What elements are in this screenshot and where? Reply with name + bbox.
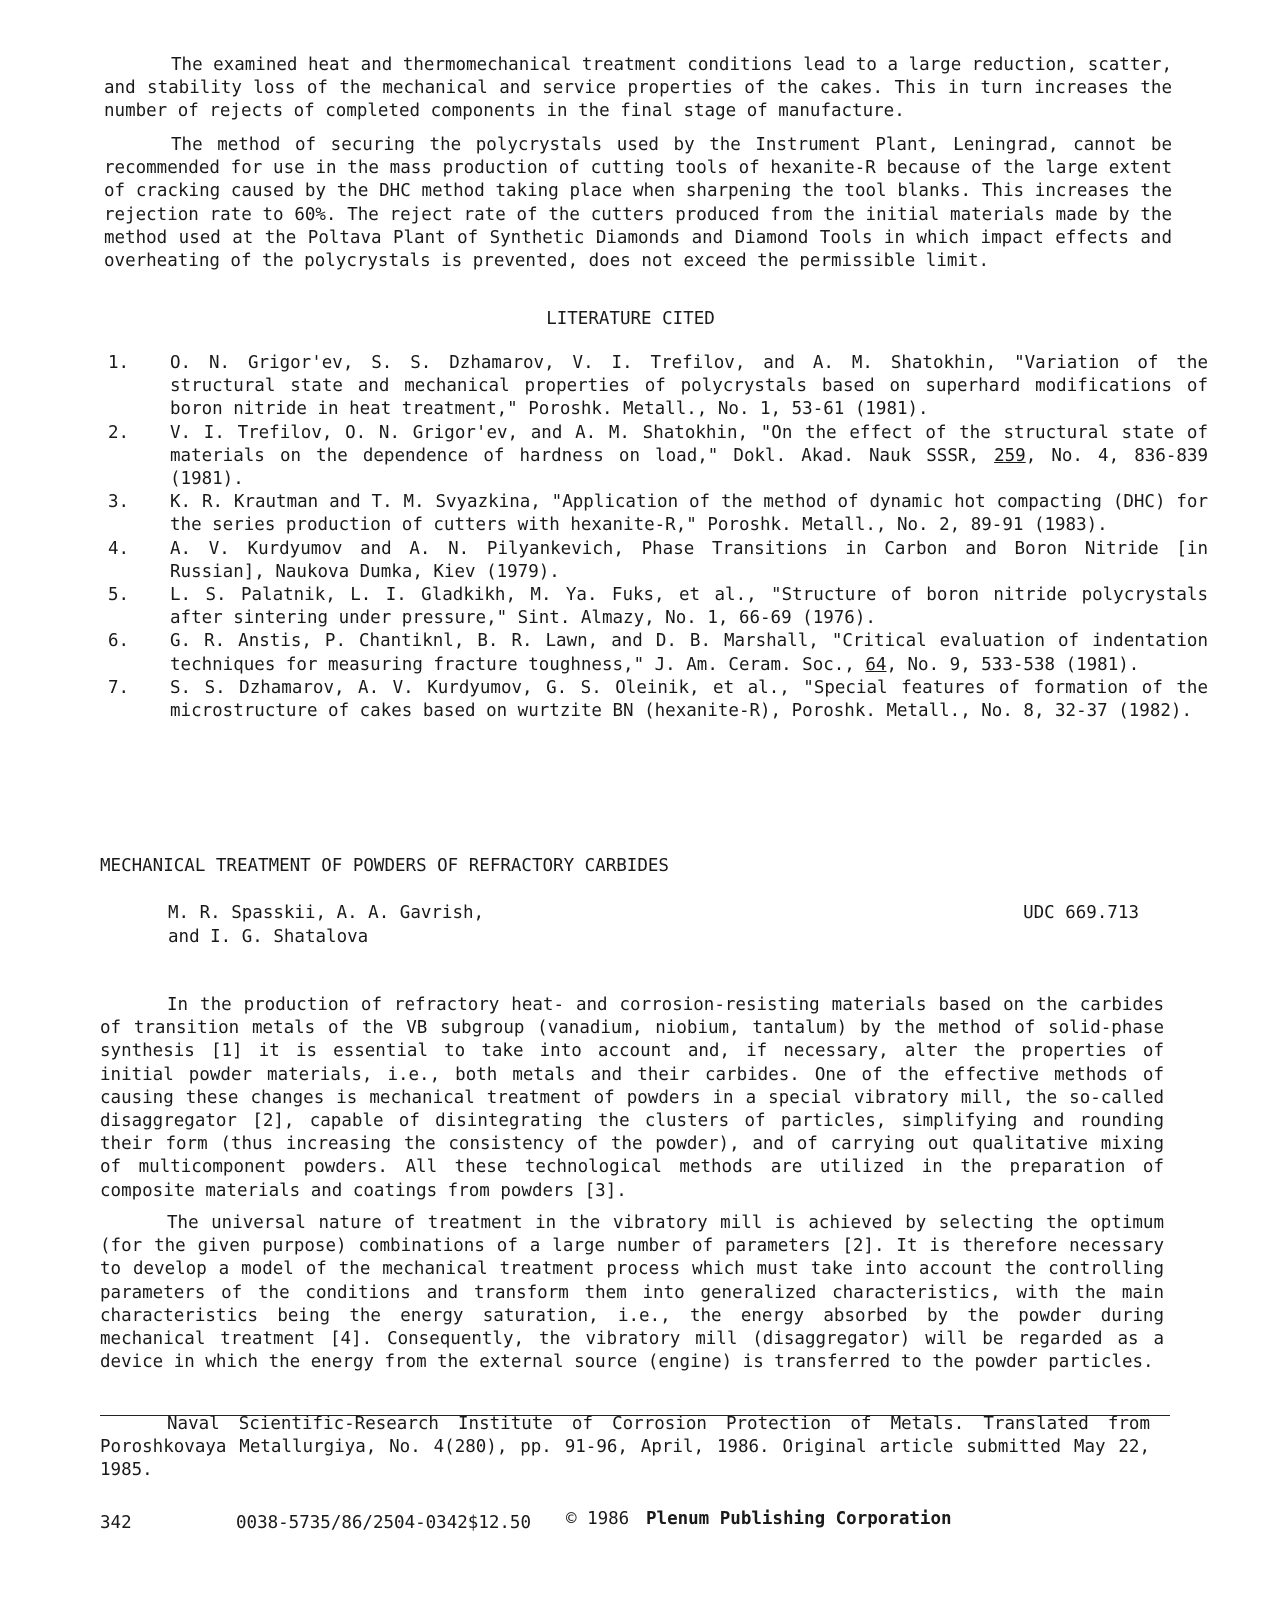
reference-number: 7. xyxy=(108,677,130,698)
publisher: Plenum Publishing Corporation xyxy=(646,1509,952,1529)
reference-volume: 259 xyxy=(994,445,1026,466)
reference-text: G. R. Anstis, P. Chantiknl, B. R. Lawn, and D. B. Marshall, "Critical evaluation of indentation techniques for measuring fracture toughness," J. Am. Ceram. Soc., 64, No. 9, 533-538 (1981). xyxy=(170,631,1208,675)
authors-line-2: and I. G. Shatalova xyxy=(168,927,369,947)
reference-number: 2. xyxy=(108,422,130,443)
reference-item xyxy=(108,352,1208,422)
page-number: 342 xyxy=(100,1513,132,1533)
reference-number: 6. xyxy=(108,631,130,652)
reference-item xyxy=(108,630,1208,676)
reference-number: 4. xyxy=(108,538,130,559)
article-paragraph-1: In the production of refractory heat- and corrosion-resisting materials based on the carbides of transition metals of the VB subgroup (vanadium, niobium, tantalum) by the method of solid-phase synthesis [1] it is essential to take into account and, if necessary, alter the properties of initial powder materials, i.e., both metals and their carbides. One of the effective methods of causing these changes is mechanical treatment of powders in a special vibratory mill, the so-called disaggregator [2], capable of disintegrating the clusters of particles, simplifying and rounding their form (thus increasing the consistency of the powder), and of carrying out qualitative mixing of multicomponent powders. All these technological methods are utilized in the preparation of composite materials and coatings from powders [3]. xyxy=(100,995,1164,1201)
reference-number: 5. xyxy=(108,585,130,606)
reference-text: V. I. Trefilov, O. N. Grigor'ev, and A. M. Shatokhin, "On the effect of the structural state of materials on the dependence of hardness on load," Dokl. Akad. Nauk SSSR, 259, No. 4, 836-839 (1981). xyxy=(170,422,1208,490)
literature-heading: LITERATURE CITED xyxy=(546,309,715,329)
reference-text: S. S. Dzhamarov, A. V. Kurdyumov, G. S. Oleinik, et al., "Special features of formation of the microstructure of cakes based on wurtzite BN (hexanite-R), Poroshk. Metall., No. 8, 32-37 (1982). xyxy=(170,677,1208,722)
reference-list xyxy=(108,352,1208,723)
reference-item xyxy=(108,538,1208,584)
journal-code: 0038-5735/86/2504-0342$12.50 xyxy=(236,1513,532,1533)
intro-paragraph-1: The examined heat and thermomechanical treatment conditions lead to a large reduction, scatter, and stability loss of the mechanical and service properties of the cakes. This in turn increases the number of rejects of completed components in the final stage of manufacture. xyxy=(104,55,1172,122)
reference-item xyxy=(108,584,1208,630)
intro-paragraph-2: The method of securing the polycrystals used by the Instrument Plant, Leningrad, cannot be recommended for use in the mass production of cutting tools of hexanite-R because of the large extent of cracking caused by the DHC method taking place when sharpening the tool blanks. This increases the rejection rate to 60%. The reject rate of the cutters produced from the initial materials made by the method used at the Poltava Plant of Synthetic Diamonds and Diamond Tools in which impact effects and overheating of the polycrystals is prevented, does not exceed the permissible limit. xyxy=(104,135,1172,272)
article-title: MECHANICAL TREATMENT OF POWDERS OF REFRACTORY CARBIDES xyxy=(100,856,669,876)
reference-item xyxy=(108,491,1208,537)
reference-number: 3. xyxy=(108,492,130,513)
reference-text: O. N. Grigor'ev, S. S. Dzhamarov, V. I. Trefilov, and A. M. Shatokhin, "Variation of the structural state and mechanical properties of polycrystals based on superhard modifications of boron nitride in heat treatment," Poroshk. Metall., No. 1, 53-61 (1981). xyxy=(170,353,1208,420)
copyright: © 1986 xyxy=(566,1509,630,1529)
reference-number: 1. xyxy=(108,353,130,373)
reference-item xyxy=(108,677,1208,723)
udc-code: UDC 669.713 xyxy=(1023,903,1139,923)
reference-text: K. R. Krautman and T. M. Svyazkina, "Application of the method of dynamic hot compacting (DHC) for the series production of cutters with hexanite-R," Poroshk. Metall., No. 2, 89-91 (1983). xyxy=(170,492,1208,536)
reference-item xyxy=(108,422,1208,492)
authors-line-1: M. R. Spasskii, A. A. Gavrish, xyxy=(168,903,485,923)
reference-text: L. S. Palatnik, L. I. Gladkikh, M. Ya. Fuks, et al., "Structure of boron nitride polycrystals after sintering under pressure," Sint. Almazy, No. 1, 66-69 (1976). xyxy=(170,585,1208,629)
article-paragraph-2: The universal nature of treatment in the vibratory mill is achieved by selecting the optimum (for the given purpose) combinations of a large number of parameters [2]. It is therefore necessary to develop a model of the mechanical treatment process which must take into account the controlling parameters of the conditions and transform them into generalized characteristics, with the main characteristics being the energy saturation, i.e., the energy absorbed by the powder during mechanical treatment [4]. Consequently, the vibratory mill (disaggregator) will be regarded as a device in which the energy from the external source (engine) is transferred to the powder particles. xyxy=(100,1213,1164,1373)
reference-text: A. V. Kurdyumov and A. N. Pilyankevich, Phase Transitions in Carbon and Boron Nitride [in Russian], Naukova Dumka, Kiev (1979). xyxy=(170,538,1208,582)
reference-volume: 64 xyxy=(865,654,887,675)
footnote: Naval Scientific-Research Institute of Corrosion Protection of Metals. Translated from Poroshkovaya Metallurgiya, No. 4(280), pp. 91-96, April, 1986. Original article submitted May 22, 1985. xyxy=(100,1414,1150,1481)
